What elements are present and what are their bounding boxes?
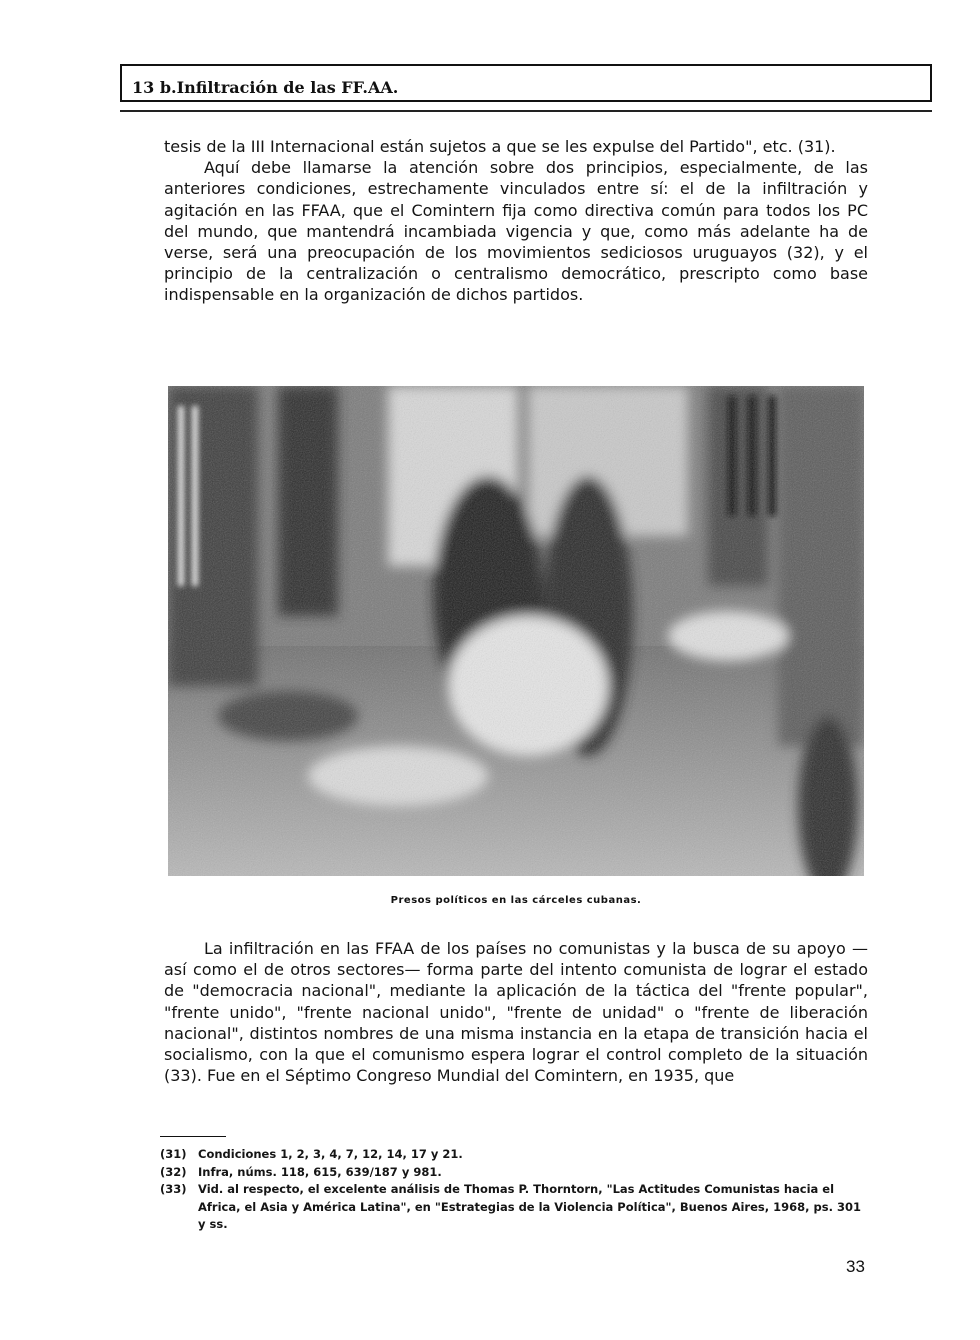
header-rule — [120, 110, 932, 112]
footnote-text: Infra, núms. 118, 615, 639/187 y 981. — [198, 1164, 442, 1179]
footnote-31 — [160, 1146, 868, 1164]
page-number: 33 — [846, 1257, 865, 1276]
paragraph-3: La infiltración en las FFAA de los países no comunistas y la busca de su apoyo —así como el de otros sectores— forma parte del intento comunista de lograr el estado de "democracia nacional", mediante la aplicación de la táctica del "frente popular", "frente unido", "frente nacional unido", "frente de unidad" o "frente de liberación nacional", distintos nombres de una misma instancia en la etapa de transición hacia el socialismo, con la que el comunismo espera lograr el control completo de la situación (33). Fue en el Séptimo Congreso Mundial del Comintern, en 1935, que — [164, 939, 868, 1086]
footnote-rule — [160, 1136, 226, 1137]
footnote-number: (32) — [160, 1164, 187, 1179]
footnote-33 — [160, 1181, 868, 1234]
chapter-header — [120, 64, 932, 102]
footnotes — [160, 1146, 868, 1234]
footnote-number: (33) — [160, 1182, 187, 1196]
footnote-text: Condiciones 1, 2, 3, 4, 7, 12, 14, 17 y 21. — [198, 1147, 463, 1161]
text-top — [164, 136, 868, 306]
paragraph-2: Aquí debe llamarse la atención sobre dos principios, especialmente, de las anteriores condiciones, estrechamente vinculados entre sí: el de la infiltración y agitación en las FFAA, que el Comintern fija como directiva común para todos los PC del mundo, que mantendrá incambiada vigencia y que, como más adelante ha de verse, será una preocupación de los movimientos sediciosos uruguayos (32), y el principio de la centralización o centralismo democrático, prescripto como base indispensable en la organización de dichos partidos. — [164, 158, 868, 305]
footnote-number: (31) — [160, 1147, 187, 1161]
chapter-title: 13 b.Infiltración de las FF.AA. — [132, 78, 399, 97]
photo-image — [168, 386, 864, 876]
text-bottom — [164, 938, 868, 1086]
photo-caption: Presos políticos en las cárceles cubanas. — [390, 895, 642, 906]
paragraph-1: tesis de la III Internacional están sujetos a que se les expulse del Partido", etc. (31). — [164, 137, 836, 156]
footnote-text: Vid. al respecto, el excelente análisis de Thomas P. Thorntorn, "Las Actitudes Comunistas hacia el Africa, el Asia y América Latina", en "Estrategias de la Violencia Política", Buenos Aires, 1968, ps. 301 y ss. — [198, 1182, 861, 1231]
prison-photo — [168, 386, 864, 876]
footnote-32 — [160, 1164, 868, 1182]
